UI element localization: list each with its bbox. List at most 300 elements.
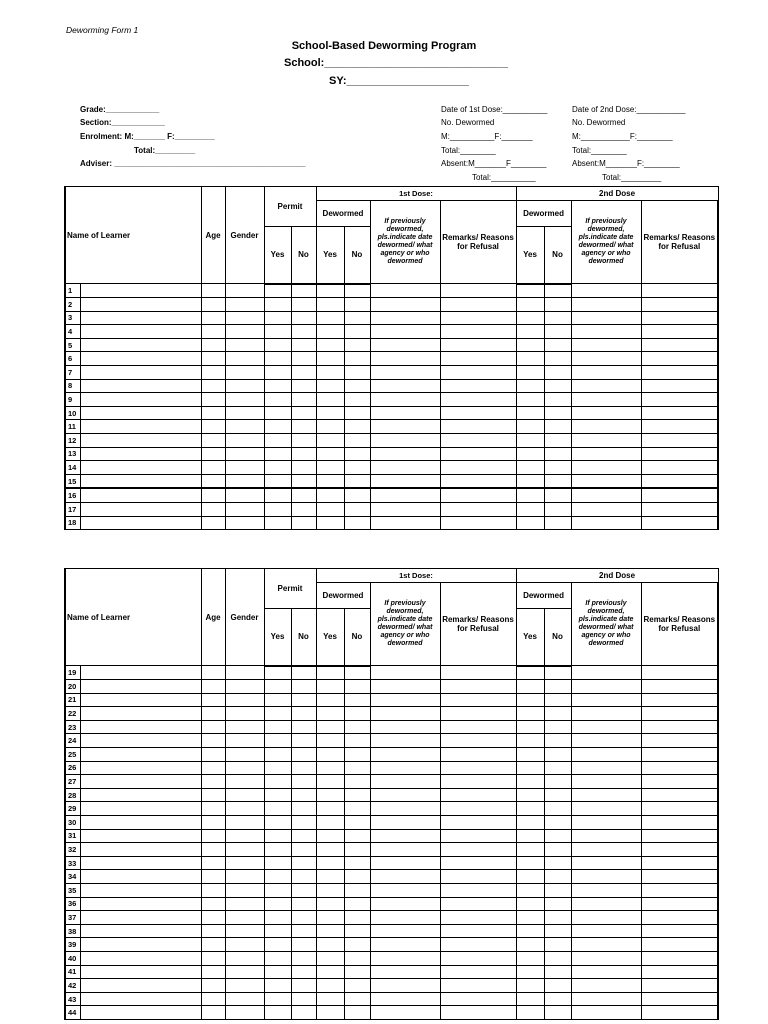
- second-dose-remarks-cell[interactable]: [641, 748, 718, 762]
- permit-no-cell[interactable]: [291, 284, 316, 298]
- first-dose-yes-cell[interactable]: [316, 938, 344, 952]
- first-dose-no-cell[interactable]: [344, 965, 370, 979]
- first-dose-previously-cell[interactable]: [370, 897, 440, 911]
- age-cell[interactable]: [201, 734, 225, 748]
- learner-name-cell[interactable]: [65, 911, 201, 925]
- first-dose-remarks-cell[interactable]: [440, 979, 516, 993]
- learner-name-cell[interactable]: [65, 720, 201, 734]
- permit-yes-cell[interactable]: [264, 829, 291, 843]
- permit-yes-cell[interactable]: [264, 911, 291, 925]
- first-dose-no-cell[interactable]: [344, 393, 370, 407]
- first-dose-no-cell[interactable]: [344, 461, 370, 475]
- second-dose-remarks-cell[interactable]: [641, 352, 718, 366]
- second-dose-yes-cell[interactable]: [516, 707, 544, 721]
- first-dose-remarks-cell[interactable]: [440, 924, 516, 938]
- permit-no-cell[interactable]: [291, 829, 316, 843]
- first-dose-previously-cell[interactable]: [370, 816, 440, 830]
- first-dose-no-cell[interactable]: [344, 829, 370, 843]
- second-dose-previously-cell[interactable]: [571, 707, 641, 721]
- first-dose-previously-cell[interactable]: [370, 829, 440, 843]
- second-dose-remarks-cell[interactable]: [641, 924, 718, 938]
- first-dose-remarks-cell[interactable]: [440, 707, 516, 721]
- first-dose-previously-cell[interactable]: [370, 761, 440, 775]
- permit-no-cell[interactable]: [291, 761, 316, 775]
- second-dose-remarks-cell[interactable]: [641, 325, 718, 339]
- second-dose-remarks-cell[interactable]: [641, 992, 718, 1006]
- learner-name-cell[interactable]: [65, 1006, 201, 1020]
- learner-name-cell[interactable]: [65, 284, 201, 298]
- permit-yes-cell[interactable]: [264, 298, 291, 312]
- second-dose-no-cell[interactable]: [544, 965, 571, 979]
- first-dose-yes-cell[interactable]: [316, 434, 344, 448]
- age-cell[interactable]: [201, 338, 225, 352]
- second-dose-previously-cell[interactable]: [571, 420, 641, 434]
- permit-yes-cell[interactable]: [264, 420, 291, 434]
- second-dose-yes-cell[interactable]: [516, 720, 544, 734]
- first-dose-previously-cell[interactable]: [370, 393, 440, 407]
- gender-cell[interactable]: [225, 338, 264, 352]
- second-dose-previously-cell[interactable]: [571, 843, 641, 857]
- first-dose-yes-cell[interactable]: [316, 951, 344, 965]
- age-cell[interactable]: [201, 748, 225, 762]
- permit-yes-cell[interactable]: [264, 979, 291, 993]
- learner-name-cell[interactable]: [65, 761, 201, 775]
- age-cell[interactable]: [201, 775, 225, 789]
- permit-no-cell[interactable]: [291, 775, 316, 789]
- gender-cell[interactable]: [225, 366, 264, 380]
- first-dose-yes-cell[interactable]: [316, 379, 344, 393]
- first-dose-remarks-cell[interactable]: [440, 366, 516, 380]
- second-dose-previously-cell[interactable]: [571, 447, 641, 461]
- first-dose-previously-cell[interactable]: [370, 666, 440, 680]
- learner-name-cell[interactable]: [65, 680, 201, 694]
- enrolment-total-field[interactable]: Total:_________: [134, 146, 196, 155]
- first-dose-yes-cell[interactable]: [316, 788, 344, 802]
- permit-yes-cell[interactable]: [264, 366, 291, 380]
- age-cell[interactable]: [201, 802, 225, 816]
- learner-name-cell[interactable]: [65, 693, 201, 707]
- learner-name-cell[interactable]: [65, 884, 201, 898]
- first-dose-yes-cell[interactable]: [316, 829, 344, 843]
- first-dose-yes-cell[interactable]: [316, 979, 344, 993]
- school-year-field[interactable]: SY:____________________: [329, 75, 469, 87]
- second-dose-remarks-cell[interactable]: [641, 788, 718, 802]
- first-dose-previously-cell[interactable]: [370, 938, 440, 952]
- permit-no-cell[interactable]: [291, 734, 316, 748]
- first-dose-yes-cell[interactable]: [316, 325, 344, 339]
- school-field[interactable]: School:______________________________: [284, 57, 508, 69]
- permit-no-cell[interactable]: [291, 393, 316, 407]
- first-dose-remarks-cell[interactable]: [440, 284, 516, 298]
- first-dose-no-cell[interactable]: [344, 992, 370, 1006]
- gender-cell[interactable]: [225, 884, 264, 898]
- permit-yes-cell[interactable]: [264, 775, 291, 789]
- learner-name-cell[interactable]: [65, 897, 201, 911]
- first-dose-yes-cell[interactable]: [316, 924, 344, 938]
- first-dose-no-cell[interactable]: [344, 352, 370, 366]
- second-dose-yes-cell[interactable]: [516, 924, 544, 938]
- second-dose-absent-field[interactable]: Absent:M_______F:________: [572, 159, 680, 168]
- first-dose-previously-cell[interactable]: [370, 924, 440, 938]
- second-dose-no-cell[interactable]: [544, 393, 571, 407]
- first-dose-previously-cell[interactable]: [370, 474, 440, 488]
- second-dose-remarks-cell[interactable]: [641, 447, 718, 461]
- first-dose-previously-cell[interactable]: [370, 503, 440, 517]
- second-dose-no-cell[interactable]: [544, 734, 571, 748]
- second-dose-yes-cell[interactable]: [516, 1006, 544, 1020]
- learner-name-cell[interactable]: [65, 748, 201, 762]
- second-dose-yes-cell[interactable]: [516, 516, 544, 530]
- first-dose-yes-cell[interactable]: [316, 488, 344, 502]
- first-dose-remarks-cell[interactable]: [440, 816, 516, 830]
- first-dose-no-cell[interactable]: [344, 693, 370, 707]
- second-dose-previously-cell[interactable]: [571, 434, 641, 448]
- second-dose-no-cell[interactable]: [544, 884, 571, 898]
- second-dose-remarks-cell[interactable]: [641, 870, 718, 884]
- age-cell[interactable]: [201, 761, 225, 775]
- gender-cell[interactable]: [225, 720, 264, 734]
- second-dose-yes-cell[interactable]: [516, 284, 544, 298]
- second-dose-yes-cell[interactable]: [516, 325, 544, 339]
- second-dose-remarks-cell[interactable]: [641, 707, 718, 721]
- second-dose-yes-cell[interactable]: [516, 816, 544, 830]
- gender-cell[interactable]: [225, 924, 264, 938]
- age-cell[interactable]: [201, 992, 225, 1006]
- first-dose-remarks-cell[interactable]: [440, 992, 516, 1006]
- gender-cell[interactable]: [225, 284, 264, 298]
- first-dose-yes-cell[interactable]: [316, 393, 344, 407]
- gender-cell[interactable]: [225, 311, 264, 325]
- gender-cell[interactable]: [225, 1006, 264, 1020]
- permit-yes-cell[interactable]: [264, 897, 291, 911]
- learner-name-cell[interactable]: [65, 461, 201, 475]
- second-dose-remarks-cell[interactable]: [641, 311, 718, 325]
- second-dose-previously-cell[interactable]: [571, 680, 641, 694]
- second-dose-previously-cell[interactable]: [571, 761, 641, 775]
- second-dose-previously-cell[interactable]: [571, 897, 641, 911]
- gender-cell[interactable]: [225, 856, 264, 870]
- first-dose-no-cell[interactable]: [344, 788, 370, 802]
- gender-cell[interactable]: [225, 965, 264, 979]
- second-dose-no-cell[interactable]: [544, 829, 571, 843]
- second-dose-yes-cell[interactable]: [516, 338, 544, 352]
- second-dose-yes-cell[interactable]: [516, 775, 544, 789]
- second-dose-remarks-cell[interactable]: [641, 1006, 718, 1020]
- age-cell[interactable]: [201, 938, 225, 952]
- first-dose-date-field[interactable]: Date of 1st Dose:__________: [441, 105, 548, 114]
- second-dose-previously-cell[interactable]: [571, 325, 641, 339]
- permit-yes-cell[interactable]: [264, 666, 291, 680]
- age-cell[interactable]: [201, 884, 225, 898]
- learner-name-cell[interactable]: [65, 393, 201, 407]
- learner-name-cell[interactable]: [65, 965, 201, 979]
- age-cell[interactable]: [201, 311, 225, 325]
- second-dose-previously-cell[interactable]: [571, 352, 641, 366]
- first-dose-yes-cell[interactable]: [316, 352, 344, 366]
- second-dose-yes-cell[interactable]: [516, 461, 544, 475]
- first-dose-previously-cell[interactable]: [370, 992, 440, 1006]
- second-dose-previously-cell[interactable]: [571, 748, 641, 762]
- gender-cell[interactable]: [225, 325, 264, 339]
- first-dose-remarks-cell[interactable]: [440, 720, 516, 734]
- second-dose-previously-cell[interactable]: [571, 965, 641, 979]
- gender-cell[interactable]: [225, 461, 264, 475]
- second-dose-remarks-cell[interactable]: [641, 284, 718, 298]
- gender-cell[interactable]: [225, 816, 264, 830]
- age-cell[interactable]: [201, 503, 225, 517]
- first-dose-yes-cell[interactable]: [316, 666, 344, 680]
- first-dose-remarks-cell[interactable]: [440, 965, 516, 979]
- second-dose-yes-cell[interactable]: [516, 734, 544, 748]
- age-cell[interactable]: [201, 461, 225, 475]
- first-dose-remarks-cell[interactable]: [440, 897, 516, 911]
- first-dose-yes-cell[interactable]: [316, 897, 344, 911]
- second-dose-yes-cell[interactable]: [516, 298, 544, 312]
- permit-no-cell[interactable]: [291, 788, 316, 802]
- second-dose-previously-cell[interactable]: [571, 693, 641, 707]
- second-dose-no-cell[interactable]: [544, 979, 571, 993]
- learner-name-cell[interactable]: [65, 447, 201, 461]
- permit-yes-cell[interactable]: [264, 474, 291, 488]
- first-dose-no-cell[interactable]: [344, 816, 370, 830]
- first-dose-previously-cell[interactable]: [370, 843, 440, 857]
- second-dose-no-cell[interactable]: [544, 707, 571, 721]
- learner-name-cell[interactable]: [65, 843, 201, 857]
- second-dose-previously-cell[interactable]: [571, 393, 641, 407]
- second-dose-no-cell[interactable]: [544, 666, 571, 680]
- first-dose-no-cell[interactable]: [344, 420, 370, 434]
- second-dose-previously-cell[interactable]: [571, 992, 641, 1006]
- second-dose-no-cell[interactable]: [544, 379, 571, 393]
- permit-no-cell[interactable]: [291, 992, 316, 1006]
- second-dose-yes-cell[interactable]: [516, 503, 544, 517]
- first-dose-previously-cell[interactable]: [370, 693, 440, 707]
- second-dose-no-cell[interactable]: [544, 775, 571, 789]
- second-dose-no-cell[interactable]: [544, 406, 571, 420]
- learner-name-cell[interactable]: [65, 707, 201, 721]
- first-dose-yes-cell[interactable]: [316, 775, 344, 789]
- age-cell[interactable]: [201, 788, 225, 802]
- first-dose-no-cell[interactable]: [344, 761, 370, 775]
- second-dose-previously-cell[interactable]: [571, 474, 641, 488]
- second-dose-no-cell[interactable]: [544, 434, 571, 448]
- second-dose-yes-cell[interactable]: [516, 992, 544, 1006]
- learner-name-cell[interactable]: [65, 488, 201, 502]
- permit-no-cell[interactable]: [291, 843, 316, 857]
- first-dose-no-cell[interactable]: [344, 897, 370, 911]
- second-dose-no-cell[interactable]: [544, 420, 571, 434]
- second-dose-date-field[interactable]: Date of 2nd Dose:___________: [572, 105, 686, 114]
- second-dose-yes-cell[interactable]: [516, 802, 544, 816]
- age-cell[interactable]: [201, 843, 225, 857]
- first-dose-previously-cell[interactable]: [370, 911, 440, 925]
- second-dose-yes-cell[interactable]: [516, 447, 544, 461]
- second-dose-no-cell[interactable]: [544, 352, 571, 366]
- gender-cell[interactable]: [225, 352, 264, 366]
- first-dose-no-cell[interactable]: [344, 843, 370, 857]
- first-dose-previously-cell[interactable]: [370, 420, 440, 434]
- first-dose-no-cell[interactable]: [344, 666, 370, 680]
- first-dose-previously-cell[interactable]: [370, 870, 440, 884]
- learner-name-cell[interactable]: [65, 734, 201, 748]
- first-dose-yes-cell[interactable]: [316, 992, 344, 1006]
- learner-name-cell[interactable]: [65, 474, 201, 488]
- first-dose-remarks-cell[interactable]: [440, 1006, 516, 1020]
- first-dose-no-cell[interactable]: [344, 748, 370, 762]
- first-dose-no-cell[interactable]: [344, 951, 370, 965]
- learner-name-cell[interactable]: [65, 352, 201, 366]
- age-cell[interactable]: [201, 325, 225, 339]
- first-dose-remarks-cell[interactable]: [440, 325, 516, 339]
- second-dose-yes-cell[interactable]: [516, 680, 544, 694]
- first-dose-no-cell[interactable]: [344, 366, 370, 380]
- second-dose-no-cell[interactable]: [544, 816, 571, 830]
- gender-cell[interactable]: [225, 829, 264, 843]
- first-dose-yes-cell[interactable]: [316, 338, 344, 352]
- second-dose-previously-cell[interactable]: [571, 1006, 641, 1020]
- gender-cell[interactable]: [225, 298, 264, 312]
- first-dose-no-cell[interactable]: [344, 298, 370, 312]
- gender-cell[interactable]: [225, 748, 264, 762]
- second-dose-previously-cell[interactable]: [571, 788, 641, 802]
- first-dose-no-cell[interactable]: [344, 379, 370, 393]
- permit-no-cell[interactable]: [291, 816, 316, 830]
- second-dose-no-cell[interactable]: [544, 911, 571, 925]
- second-dose-total-field[interactable]: Total:________: [572, 146, 627, 155]
- second-dose-yes-cell[interactable]: [516, 897, 544, 911]
- age-cell[interactable]: [201, 406, 225, 420]
- second-dose-yes-cell[interactable]: [516, 406, 544, 420]
- learner-name-cell[interactable]: [65, 924, 201, 938]
- first-dose-yes-cell[interactable]: [316, 693, 344, 707]
- gender-cell[interactable]: [225, 434, 264, 448]
- first-dose-previously-cell[interactable]: [370, 325, 440, 339]
- first-dose-remarks-cell[interactable]: [440, 802, 516, 816]
- second-dose-remarks-cell[interactable]: [641, 503, 718, 517]
- permit-yes-cell[interactable]: [264, 992, 291, 1006]
- first-dose-no-cell[interactable]: [344, 488, 370, 502]
- permit-no-cell[interactable]: [291, 979, 316, 993]
- first-dose-absent-total-field[interactable]: Total:__________: [472, 173, 536, 182]
- permit-no-cell[interactable]: [291, 856, 316, 870]
- first-dose-no-cell[interactable]: [344, 911, 370, 925]
- first-dose-yes-cell[interactable]: [316, 884, 344, 898]
- permit-yes-cell[interactable]: [264, 965, 291, 979]
- first-dose-no-cell[interactable]: [344, 734, 370, 748]
- first-dose-previously-cell[interactable]: [370, 748, 440, 762]
- learner-name-cell[interactable]: [65, 992, 201, 1006]
- permit-no-cell[interactable]: [291, 666, 316, 680]
- gender-cell[interactable]: [225, 707, 264, 721]
- first-dose-yes-cell[interactable]: [316, 420, 344, 434]
- first-dose-remarks-cell[interactable]: [440, 516, 516, 530]
- first-dose-previously-cell[interactable]: [370, 447, 440, 461]
- gender-cell[interactable]: [225, 693, 264, 707]
- second-dose-yes-cell[interactable]: [516, 788, 544, 802]
- age-cell[interactable]: [201, 951, 225, 965]
- first-dose-no-cell[interactable]: [344, 474, 370, 488]
- second-dose-remarks-cell[interactable]: [641, 802, 718, 816]
- first-dose-no-cell[interactable]: [344, 856, 370, 870]
- second-dose-yes-cell[interactable]: [516, 393, 544, 407]
- adviser-field[interactable]: Adviser: ___________________________________________: [80, 159, 306, 168]
- permit-no-cell[interactable]: [291, 693, 316, 707]
- first-dose-no-cell[interactable]: [344, 1006, 370, 1020]
- age-cell[interactable]: [201, 965, 225, 979]
- permit-no-cell[interactable]: [291, 366, 316, 380]
- permit-yes-cell[interactable]: [264, 720, 291, 734]
- second-dose-previously-cell[interactable]: [571, 311, 641, 325]
- gender-cell[interactable]: [225, 516, 264, 530]
- first-dose-remarks-cell[interactable]: [440, 503, 516, 517]
- first-dose-remarks-cell[interactable]: [440, 666, 516, 680]
- first-dose-yes-cell[interactable]: [316, 734, 344, 748]
- first-dose-no-cell[interactable]: [344, 503, 370, 517]
- first-dose-yes-cell[interactable]: [316, 461, 344, 475]
- first-dose-no-cell[interactable]: [344, 311, 370, 325]
- second-dose-no-cell[interactable]: [544, 870, 571, 884]
- first-dose-no-cell[interactable]: [344, 434, 370, 448]
- first-dose-no-cell[interactable]: [344, 884, 370, 898]
- first-dose-no-cell[interactable]: [344, 406, 370, 420]
- permit-yes-cell[interactable]: [264, 924, 291, 938]
- second-dose-remarks-cell[interactable]: [641, 406, 718, 420]
- learner-name-cell[interactable]: [65, 775, 201, 789]
- age-cell[interactable]: [201, 680, 225, 694]
- first-dose-yes-cell[interactable]: [316, 680, 344, 694]
- second-dose-previously-cell[interactable]: [571, 816, 641, 830]
- learner-name-cell[interactable]: [65, 856, 201, 870]
- gender-cell[interactable]: [225, 911, 264, 925]
- second-dose-no-cell[interactable]: [544, 680, 571, 694]
- second-dose-no-cell[interactable]: [544, 298, 571, 312]
- gender-cell[interactable]: [225, 802, 264, 816]
- permit-yes-cell[interactable]: [264, 284, 291, 298]
- first-dose-remarks-cell[interactable]: [440, 884, 516, 898]
- second-dose-previously-cell[interactable]: [571, 775, 641, 789]
- second-dose-remarks-cell[interactable]: [641, 338, 718, 352]
- second-dose-no-cell[interactable]: [544, 693, 571, 707]
- gender-cell[interactable]: [225, 474, 264, 488]
- first-dose-previously-cell[interactable]: [370, 979, 440, 993]
- second-dose-no-cell[interactable]: [544, 951, 571, 965]
- second-dose-no-cell[interactable]: [544, 720, 571, 734]
- second-dose-remarks-cell[interactable]: [641, 843, 718, 857]
- learner-name-cell[interactable]: [65, 379, 201, 393]
- first-dose-remarks-cell[interactable]: [440, 461, 516, 475]
- first-dose-no-cell[interactable]: [344, 802, 370, 816]
- first-dose-previously-cell[interactable]: [370, 379, 440, 393]
- second-dose-previously-cell[interactable]: [571, 488, 641, 502]
- second-dose-yes-cell[interactable]: [516, 474, 544, 488]
- permit-no-cell[interactable]: [291, 338, 316, 352]
- second-dose-previously-cell[interactable]: [571, 938, 641, 952]
- permit-yes-cell[interactable]: [264, 748, 291, 762]
- permit-yes-cell[interactable]: [264, 434, 291, 448]
- second-dose-remarks-cell[interactable]: [641, 434, 718, 448]
- permit-yes-cell[interactable]: [264, 1006, 291, 1020]
- second-dose-no-cell[interactable]: [544, 748, 571, 762]
- first-dose-yes-cell[interactable]: [316, 965, 344, 979]
- first-dose-previously-cell[interactable]: [370, 734, 440, 748]
- permit-yes-cell[interactable]: [264, 447, 291, 461]
- learner-name-cell[interactable]: [65, 666, 201, 680]
- permit-yes-cell[interactable]: [264, 503, 291, 517]
- first-dose-yes-cell[interactable]: [316, 1006, 344, 1020]
- permit-yes-cell[interactable]: [264, 843, 291, 857]
- first-dose-remarks-cell[interactable]: [440, 406, 516, 420]
- first-dose-yes-cell[interactable]: [316, 447, 344, 461]
